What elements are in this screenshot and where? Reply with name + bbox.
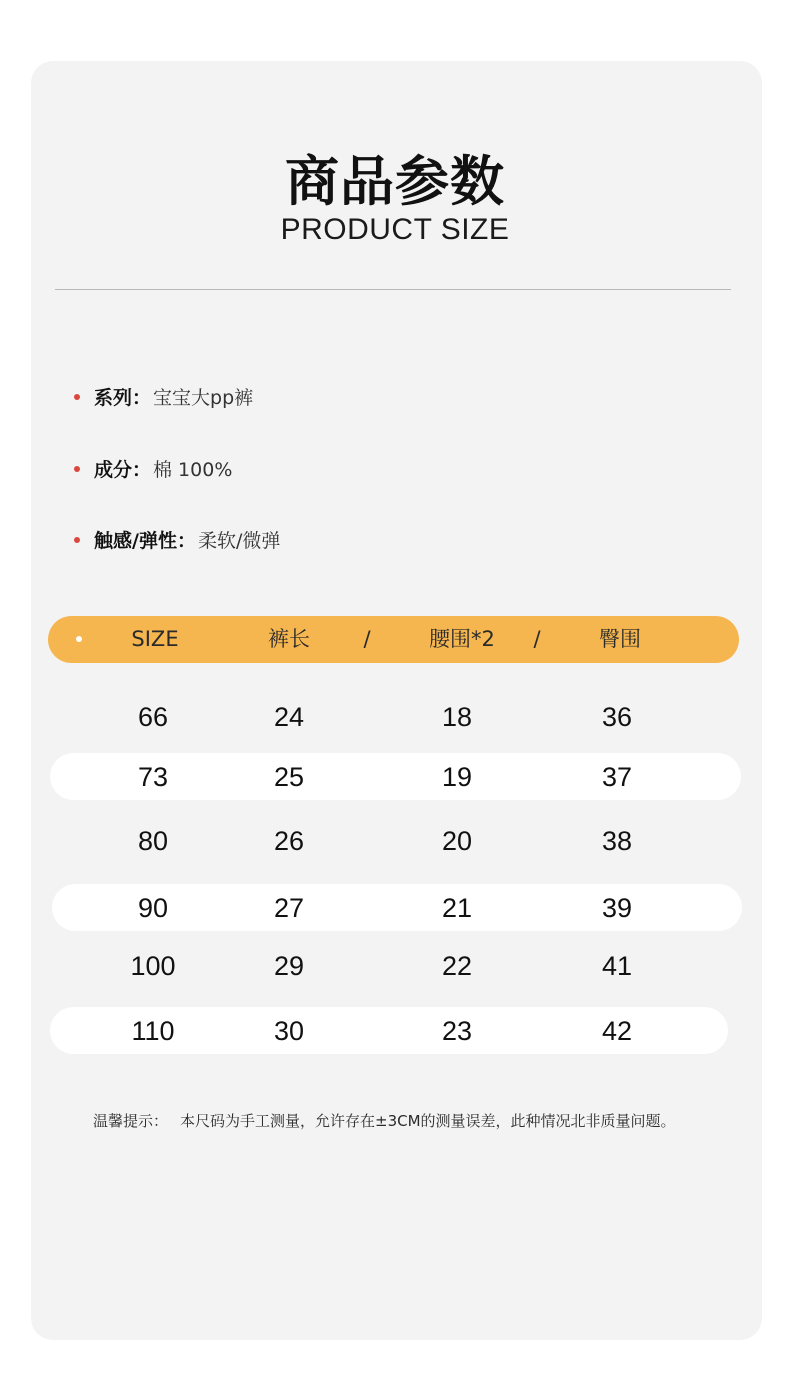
- cell-size: 100: [130, 951, 176, 981]
- bullet-dot-icon: [74, 466, 80, 472]
- spec-value: 宝宝大pp裤: [153, 387, 254, 409]
- spec-feel: [74, 526, 280, 556]
- spec-material: [74, 455, 232, 485]
- cell-size: 110: [131, 1016, 175, 1046]
- cell-waist: 20: [441, 826, 473, 856]
- spec-series: [74, 383, 253, 413]
- column-separator: /: [533, 627, 541, 651]
- cell-hip: 39: [601, 893, 633, 923]
- table-row: [50, 1007, 728, 1054]
- cell-length: 30: [273, 1016, 305, 1046]
- table-row: [52, 884, 742, 931]
- note-label: 温馨提示：: [93, 1112, 169, 1130]
- cell-waist: 23: [441, 1016, 473, 1046]
- cell-hip: 38: [601, 826, 633, 856]
- column-header-waist: 腰围*2: [429, 627, 495, 651]
- bullet-dot-icon: [74, 394, 80, 400]
- note-text: 本尺码为手工测量，允许存在±3CM的测量误差，此种情况北非质量问题。: [180, 1112, 676, 1130]
- spec-label: 成分：: [94, 459, 152, 481]
- spec-label: 触感/弹性：: [94, 530, 196, 552]
- bullet-dot-icon: [74, 537, 80, 543]
- cell-waist: 21: [441, 893, 473, 923]
- table-row: [0, 817, 790, 864]
- page-title: 商品参数: [285, 150, 505, 213]
- cell-waist: 22: [441, 951, 473, 981]
- column-separator: /: [363, 627, 371, 651]
- cell-hip: 41: [601, 951, 633, 981]
- cell-length: 26: [273, 826, 305, 856]
- cell-length: 29: [273, 951, 305, 981]
- cell-hip: 42: [601, 1016, 633, 1046]
- cell-waist: 19: [441, 762, 473, 792]
- cell-size: 66: [137, 702, 169, 732]
- cell-size: 90: [137, 893, 169, 923]
- measurement-note: [93, 1108, 676, 1134]
- column-header-size: SIZE: [131, 627, 179, 651]
- table-row: [0, 942, 790, 989]
- spec-value: 柔软/微弹: [197, 530, 281, 552]
- page-subtitle: PRODUCT SIZE: [280, 213, 510, 246]
- spec-value: 棉 100%: [153, 459, 233, 481]
- cell-size: 80: [137, 826, 169, 856]
- divider: [55, 289, 731, 290]
- cell-length: 25: [273, 762, 305, 792]
- column-header-length: 裤长: [268, 627, 310, 651]
- table-row: [50, 753, 741, 800]
- column-header-hip: 臀围: [599, 627, 641, 651]
- header-dot-icon: [76, 636, 82, 642]
- spec-label: 系列：: [94, 387, 152, 409]
- cell-waist: 18: [441, 702, 473, 732]
- table-row: [0, 693, 790, 740]
- cell-size: 73: [137, 762, 169, 792]
- cell-length: 27: [273, 893, 305, 923]
- cell-length: 24: [273, 702, 305, 732]
- cell-hip: 36: [601, 702, 633, 732]
- cell-hip: 37: [601, 762, 633, 792]
